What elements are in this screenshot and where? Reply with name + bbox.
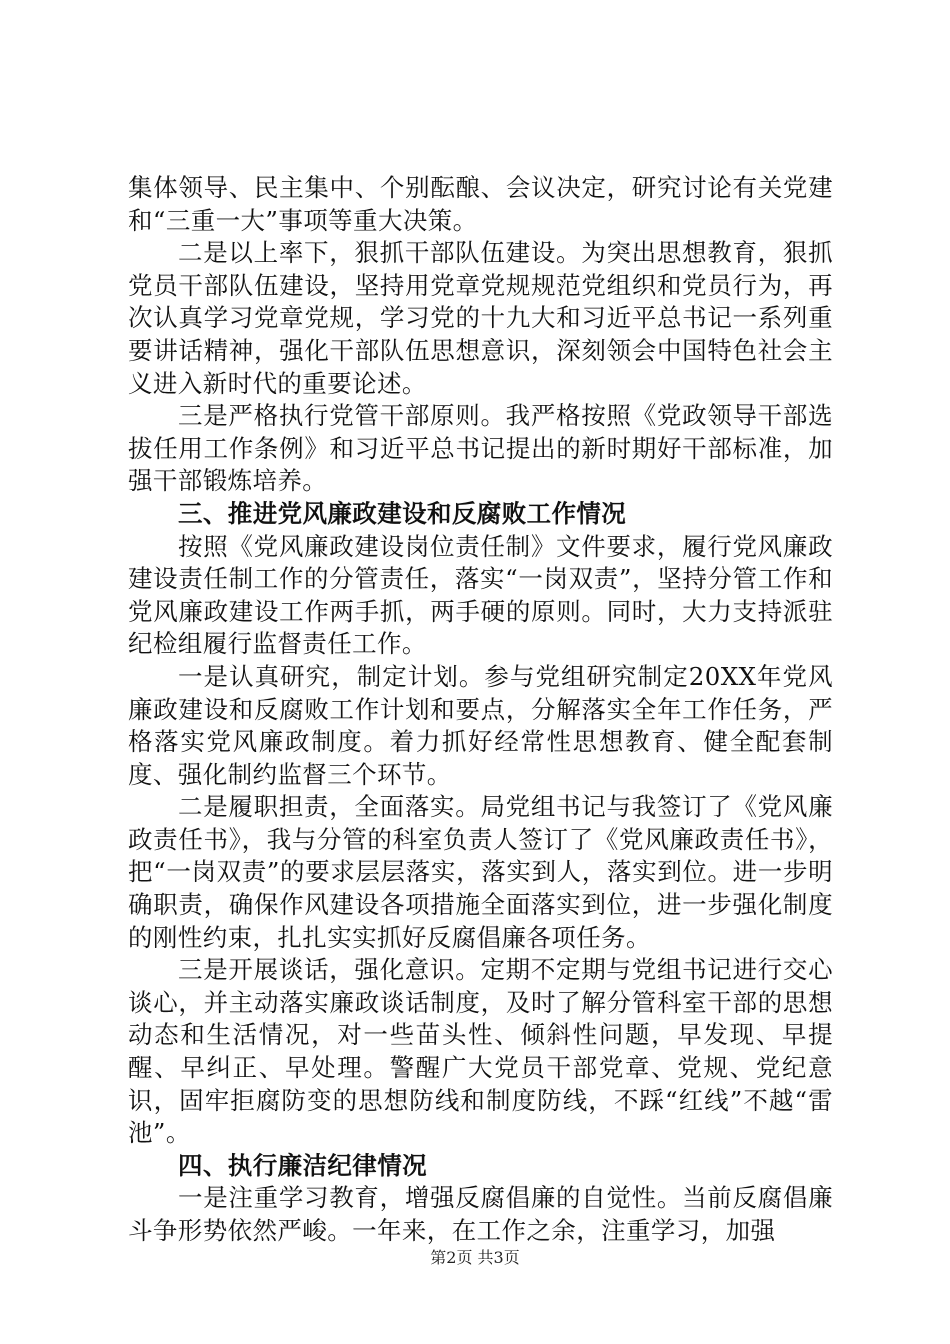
- paragraph-6: 二是履职担责，全面落实。局党组书记与我签订了《党风廉政责任书》，我与分管的科室负责人签订了《党风廉政责任书》，把“一岗双责”的要求层层落实，落实到人，落实到位。进一步明确职责，确保作风建设各项措施全面落实到位，进一步强化制度的刚性约束，扎扎实实抓好反腐倡廉各项任务。: [128, 792, 833, 952]
- page-number-label: 第2页 共3页: [430, 1248, 520, 1267]
- paragraph-3: 三是严格执行党管干部原则。我严格按照《党政领导干部选拔任用工作条例》和习近平总书记提出的新时期好干部标准，加强干部锻炼培养。: [128, 401, 833, 496]
- section-heading-3: 三、推进党风廉政建设和反腐败工作情况: [178, 498, 627, 528]
- paragraph-8: 一是注重学习教育，增强反腐倡廉的自觉性。当前反腐倡廉斗争形势依然严峻。一年来，在工作之余，注重学习，加强: [128, 1183, 833, 1245]
- paragraph-2: 二是以上率下，狠抓干部队伍建设。为突出思想教育，狠抓党员干部队伍建设，坚持用党章党规规范党组织和党员行为，再次认真学习党章党规，学习党的十九大和习近平总书记一系列重要讲话精神，强化干部队伍思想意识，深刻领会中国特色社会主义进入新时代的重要论述。: [128, 238, 833, 398]
- document-body: [128, 172, 833, 1248]
- paragraph-4: 按照《党风廉政建设岗位责任制》文件要求，履行党风廉政建设责任制工作的分管责任，落实“一岗双责”，坚持分管工作和党风廉政建设工作两手抓，两手硬的原则。同时，大力支持派驻纪检组履行监督责任工作。: [128, 531, 833, 659]
- section-heading-4: 四、执行廉洁纪律情况: [178, 1150, 427, 1180]
- paragraph-5: 一是认真研究，制定计划。参与党组研究制定20XX年党风廉政建设和反腐败工作计划和要点，分解落实全年工作任务，严格落实党风廉政制度。着力抓好经常性思想教育、健全配套制度、强化制约监督三个环节。: [128, 661, 833, 789]
- page-footer: [0, 1245, 950, 1268]
- paragraph-7: 三是开展谈话，强化意识。定期不定期与党组书记进行交心谈心，并主动落实廉政谈话制度，及时了解分管科室干部的思想动态和生活情况，对一些苗头性、倾斜性问题，早发现、早提醒、早纠正、早处理。警醒广大党员干部党章、党规、党纪意识，固牢拒腐防变的思想防线和制度防线，不踩“红线”不越“雷池”。: [128, 955, 833, 1148]
- paragraph-1: 集体领导、民主集中、个别酝酿、会议决定，研究讨论有关党建和“三重一大”事项等重大决策。: [128, 173, 833, 235]
